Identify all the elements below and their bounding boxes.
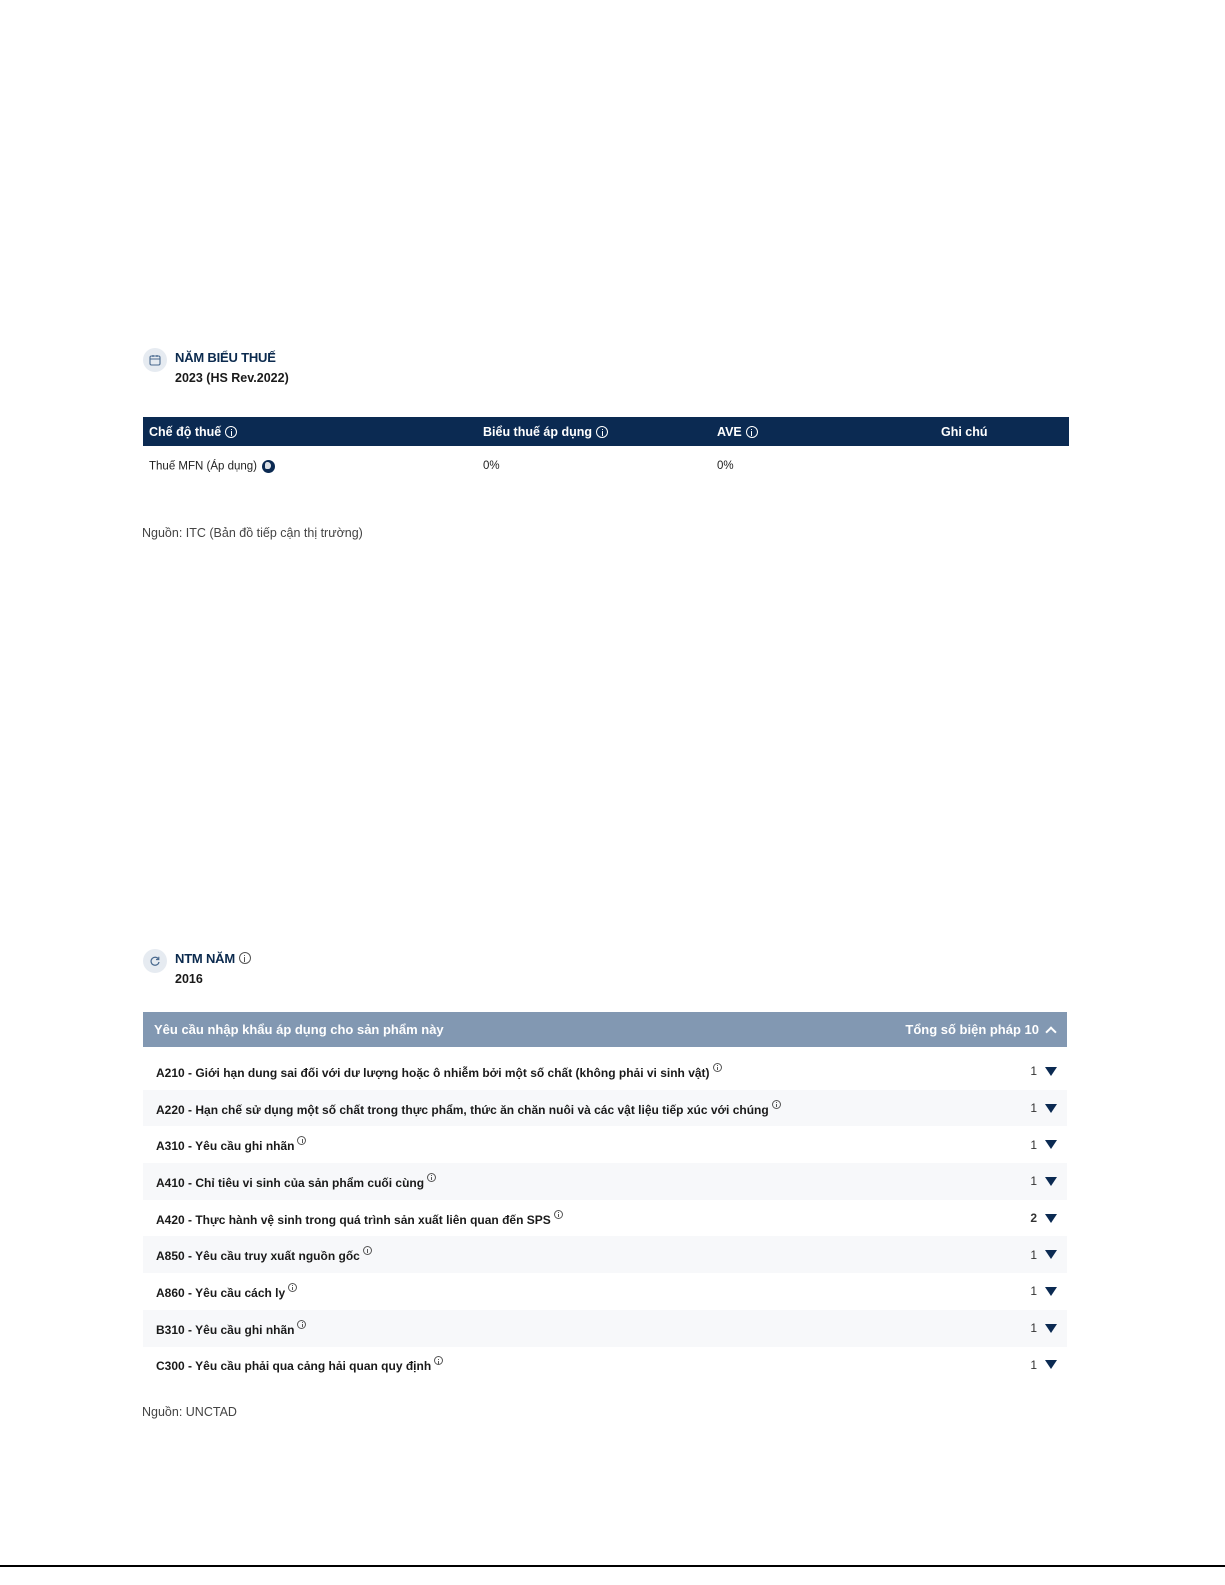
cell-regime: Thuế MFN (Áp dụng) — [143, 446, 477, 486]
chevron-up-icon[interactable] — [1045, 1026, 1056, 1037]
measure-label: A210 - Giới hạn dung sai đối với dư lượng hoặc ô nhiễm bởi một số chất (không phải vi sinh vật) — [156, 1063, 722, 1080]
ntm-total: Tổng số biện pháp 10 — [905, 1022, 1055, 1037]
measure-label: C300 - Yêu cầu phải qua cảng hải quan quy định — [156, 1356, 443, 1373]
measure-count: 1 — [1030, 1357, 1037, 1372]
caret-down-icon[interactable] — [1045, 1287, 1057, 1296]
info-icon[interactable] — [288, 1283, 297, 1292]
tariff-year-value: 2023 (HS Rev.2022) — [175, 371, 289, 385]
info-icon[interactable] — [225, 426, 237, 438]
info-icon[interactable] — [363, 1246, 372, 1255]
measure-count: 1 — [1030, 1137, 1037, 1152]
header-applied-rate: Biểu thuế áp dụng — [477, 417, 711, 446]
measure-count: 1 — [1030, 1284, 1037, 1299]
refresh-icon — [143, 949, 167, 973]
measure-label: A310 - Yêu cầu ghi nhãn — [156, 1136, 306, 1153]
list-item[interactable] — [143, 1310, 1067, 1347]
info-icon[interactable] — [297, 1320, 306, 1329]
list-item[interactable] — [143, 1200, 1067, 1237]
calendar-icon — [143, 348, 167, 372]
measure-count: 1 — [1030, 1247, 1037, 1262]
ntm-header-label: Yêu cầu nhập khẩu áp dụng cho sản phẩm này — [154, 1022, 444, 1037]
tariff-year-section — [143, 348, 289, 385]
info-icon[interactable] — [554, 1210, 563, 1219]
header-ave: AVE — [711, 417, 935, 446]
measure-count: 2 — [1030, 1211, 1037, 1226]
caret-down-icon[interactable] — [1045, 1360, 1057, 1369]
ntm-year-value: 2016 — [175, 972, 203, 986]
globe-icon[interactable] — [262, 460, 275, 473]
measure-count: 1 — [1030, 1321, 1037, 1336]
list-item[interactable] — [143, 1053, 1067, 1090]
info-icon[interactable] — [713, 1063, 722, 1072]
caret-down-icon[interactable] — [1045, 1214, 1057, 1223]
cell-note — [935, 446, 1069, 486]
caret-down-icon[interactable] — [1045, 1140, 1057, 1149]
info-icon[interactable] — [434, 1356, 443, 1365]
caret-down-icon[interactable] — [1045, 1324, 1057, 1333]
list-item[interactable] — [143, 1163, 1067, 1200]
tariff-year-title: NĂM BIỂU THUẾ — [175, 349, 276, 365]
measure-count: 1 — [1030, 1064, 1037, 1079]
header-note: Ghi chú — [935, 417, 1069, 446]
ntm-panel-header[interactable] — [143, 1012, 1067, 1047]
list-item[interactable] — [143, 1236, 1067, 1273]
measure-label: A860 - Yêu cầu cách ly — [156, 1283, 297, 1300]
ntm-source: Nguồn: UNCTAD — [142, 1405, 237, 1419]
info-icon[interactable] — [772, 1100, 781, 1109]
table-row — [143, 446, 1069, 486]
measure-label: B310 - Yêu cầu ghi nhãn — [156, 1320, 306, 1337]
info-icon[interactable] — [427, 1173, 436, 1182]
ntm-year-section — [143, 949, 251, 986]
caret-down-icon[interactable] — [1045, 1250, 1057, 1259]
list-item[interactable] — [143, 1090, 1067, 1127]
measure-count: 1 — [1030, 1101, 1037, 1116]
caret-down-icon[interactable] — [1045, 1104, 1057, 1113]
measure-label: A420 - Thực hành vệ sinh trong quá trình sản xuất liên quan đến SPS — [156, 1210, 563, 1227]
tariff-table — [143, 417, 1069, 486]
measure-label: A410 - Chỉ tiêu vi sinh của sản phẩm cuối cùng — [156, 1173, 436, 1190]
measure-count: 1 — [1030, 1174, 1037, 1189]
cell-rate: 0% — [483, 460, 500, 472]
measure-label: A220 - Hạn chế sử dụng một số chất trong thực phẩm, thức ăn chăn nuôi và các vật liệu tiếp xúc với chúng — [156, 1100, 781, 1117]
list-item[interactable] — [143, 1347, 1067, 1384]
list-item[interactable] — [143, 1273, 1067, 1310]
ntm-list — [143, 1053, 1067, 1383]
measure-label: A850 - Yêu cầu truy xuất nguồn gốc — [156, 1246, 372, 1263]
list-item[interactable] — [143, 1126, 1067, 1163]
caret-down-icon[interactable] — [1045, 1177, 1057, 1186]
ntm-year-title: NTM NĂM — [175, 949, 251, 967]
caret-down-icon[interactable] — [1045, 1067, 1057, 1076]
info-icon[interactable] — [239, 952, 251, 964]
ntm-panel — [143, 1012, 1067, 1383]
header-tariff-regime: Chế độ thuế — [143, 417, 477, 446]
tariff-source: Nguồn: ITC (Bản đồ tiếp cận thị trường) — [142, 526, 363, 540]
info-icon[interactable] — [746, 426, 758, 438]
page-bottom-divider — [0, 1565, 1225, 1567]
tariff-table-header — [143, 417, 1069, 446]
info-icon[interactable] — [297, 1136, 306, 1145]
info-icon[interactable] — [596, 426, 608, 438]
cell-ave: 0% — [717, 460, 734, 472]
